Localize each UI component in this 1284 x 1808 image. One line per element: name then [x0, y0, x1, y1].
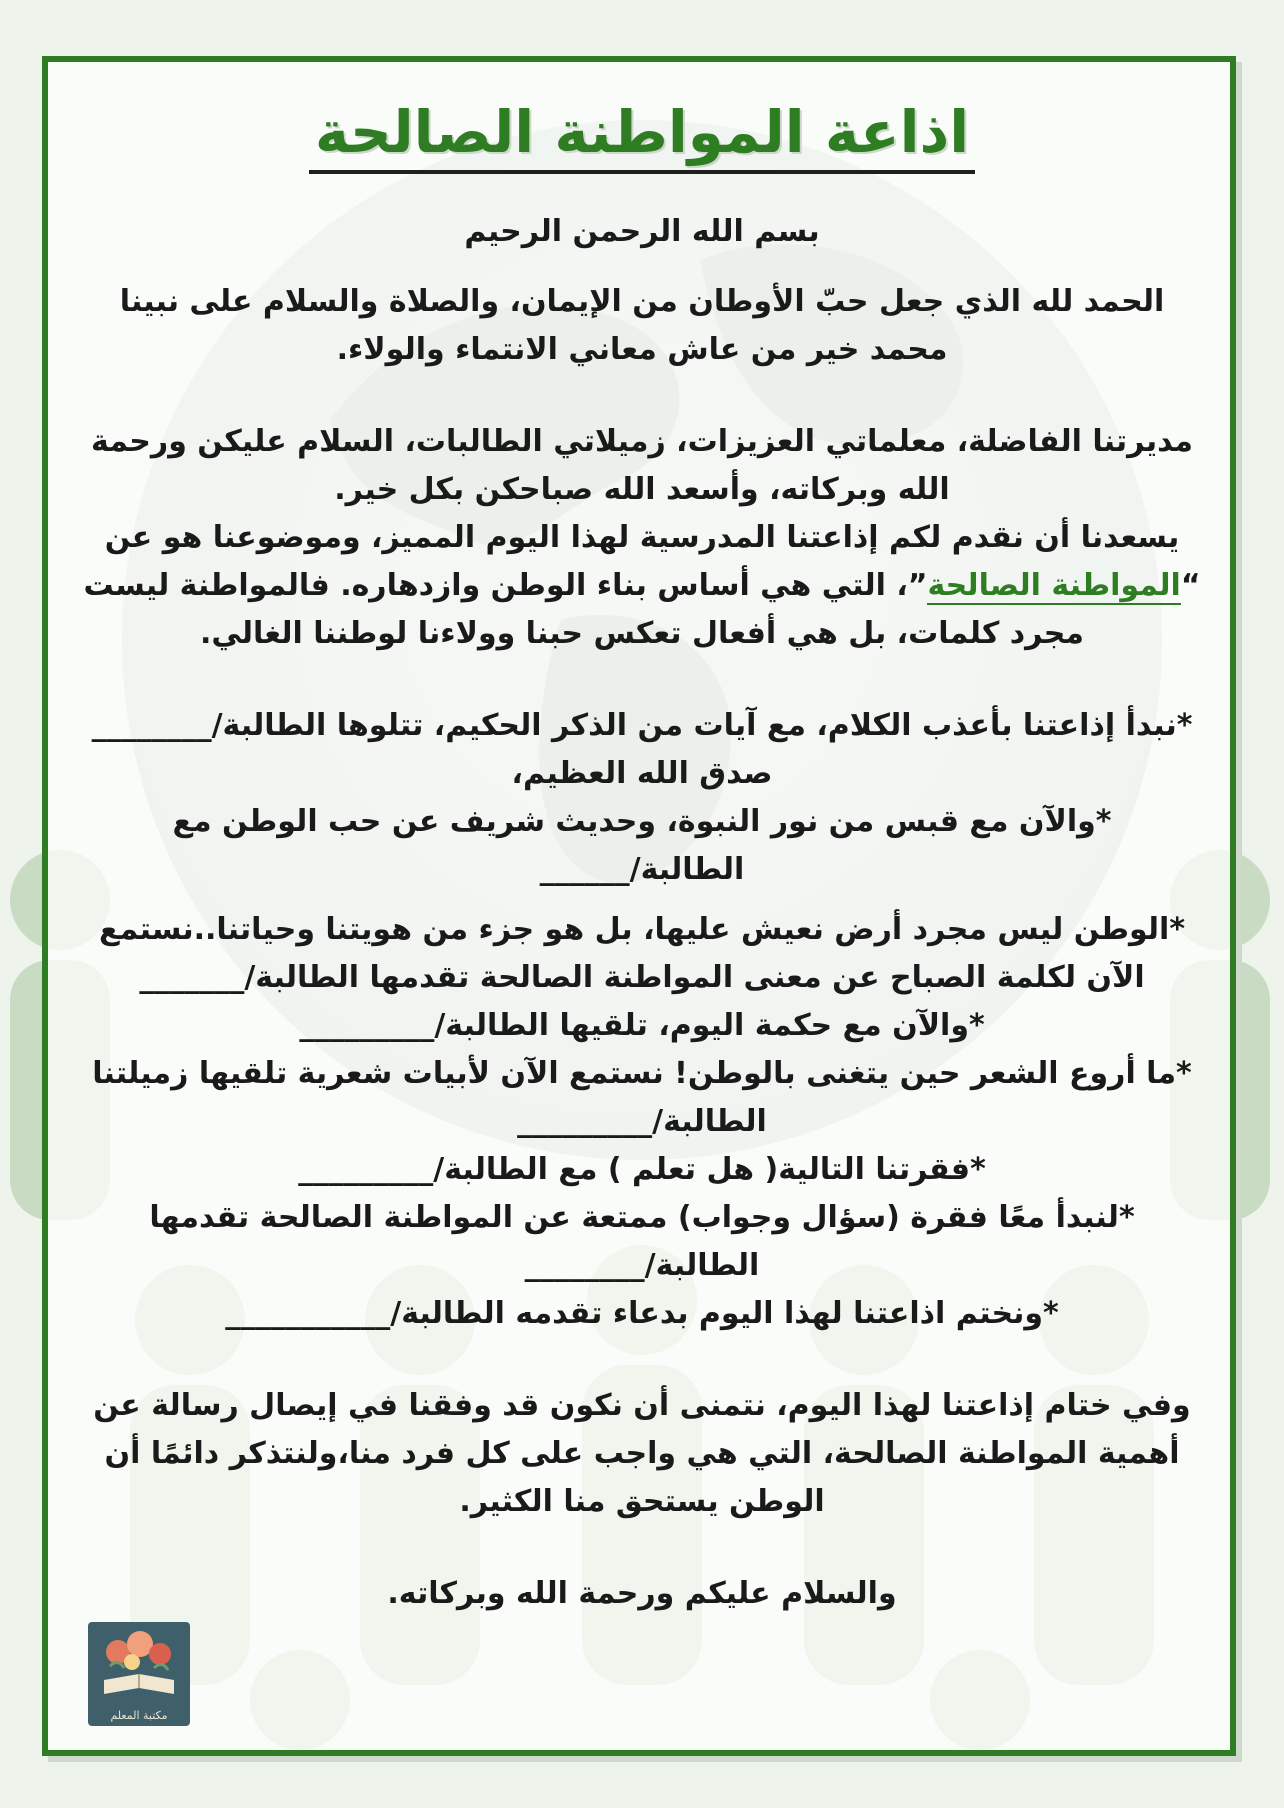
dua-segment: *ونختم اذاعتنا لهذا اليوم بدعاء تقدمه الطالبة/___________	[225, 1296, 1059, 1331]
question-answer-segment: *لنبدأ معًا فقرة (سؤال وجواب) ممتعة عن المواطنة الصالحة تقدمها الطالبة/________	[149, 1200, 1135, 1283]
greeting-paragraph: مديرتنا الفاضلة، معلماتي العزيزات، زميلاتي الطالبات، السلام عليكن ورحمة الله وبركاته، وأسعد الله صباحكن بكل خير.	[91, 424, 1193, 507]
hadith-segment: *والآن مع قبس من نور النبوة، وحديث شريف عن حب الوطن مع الطالبة/______	[172, 804, 1112, 887]
broadcast-document	[80, 90, 1204, 1618]
intro-text-before: يسعدنا أن نقدم لكم إذاعتنا المدرسية لهذا اليوم المميز، وموضوعنا هو عن “	[104, 520, 1201, 603]
book-flowers-icon	[88, 1622, 190, 1706]
logo-caption: مكتبة المعلم	[110, 1709, 168, 1722]
quran-closing: صدق الله العظيم،	[511, 756, 773, 791]
intro-paragraph	[80, 514, 1204, 658]
quran-segment: *نبدأ إذاعتنا بأعذب الكلام، مع آيات من الذكر الحكيم، تتلوها الطالبة/________	[91, 708, 1193, 743]
poetry-segment: *ما أروع الشعر حين يتغنى بالوطن! نستمع الآن لأبيات شعرية تلقيها زميلتنا الطالبة/_________	[92, 1056, 1192, 1139]
basmala: بسم الله الرحمن الرحيم	[464, 214, 820, 249]
opening-paragraph: الحمد لله الذي جعل حبّ الأوطان من الإيمان، والصلاة والسلام على نبينا محمد خير من عاش معاني الانتماء والولاء.	[119, 284, 1165, 367]
closing-paragraph: وفي ختام إذاعتنا لهذا اليوم، نتمنى أن نكون قد وفقنا في إيصال رسالة عن أهمية المواطنة الصالحة، التي هي واجب على كل فرد منا،ولنتذكر دائمًا أن الوطن يستحق منا الكثير.	[93, 1388, 1191, 1519]
farewell-line: والسلام عليكم ورحمة الله وبركاته.	[387, 1576, 897, 1611]
intro-text-after: ”، التي هي أساس بناء الوطن وازدهاره. فالمواطنة ليست مجرد كلمات، بل هي أفعال تعكس حبنا وولاءنا لوطننا الغالي.	[83, 568, 1084, 651]
morning-word-segment: *الوطن ليس مجرد أرض نعيش عليها، بل هو جزء من هويتنا وحياتنا..نستمع الآن لكلمة الصباح عن معنى المواطنة الصالحة تقدمها الطالبة/_______	[98, 912, 1186, 995]
did-you-know-segment: *فقرتنا التالية( هل تعلم ) مع الطالبة/_________	[298, 1152, 986, 1187]
page-title: اذاعة المواطنة الصالحة	[309, 98, 975, 174]
wisdom-segment: *والآن مع حكمة اليوم، تلقيها الطالبة/_________	[299, 1008, 985, 1043]
topic-highlight: المواطنة الصالحة	[927, 568, 1181, 603]
teacher-library-logo	[88, 1622, 190, 1726]
